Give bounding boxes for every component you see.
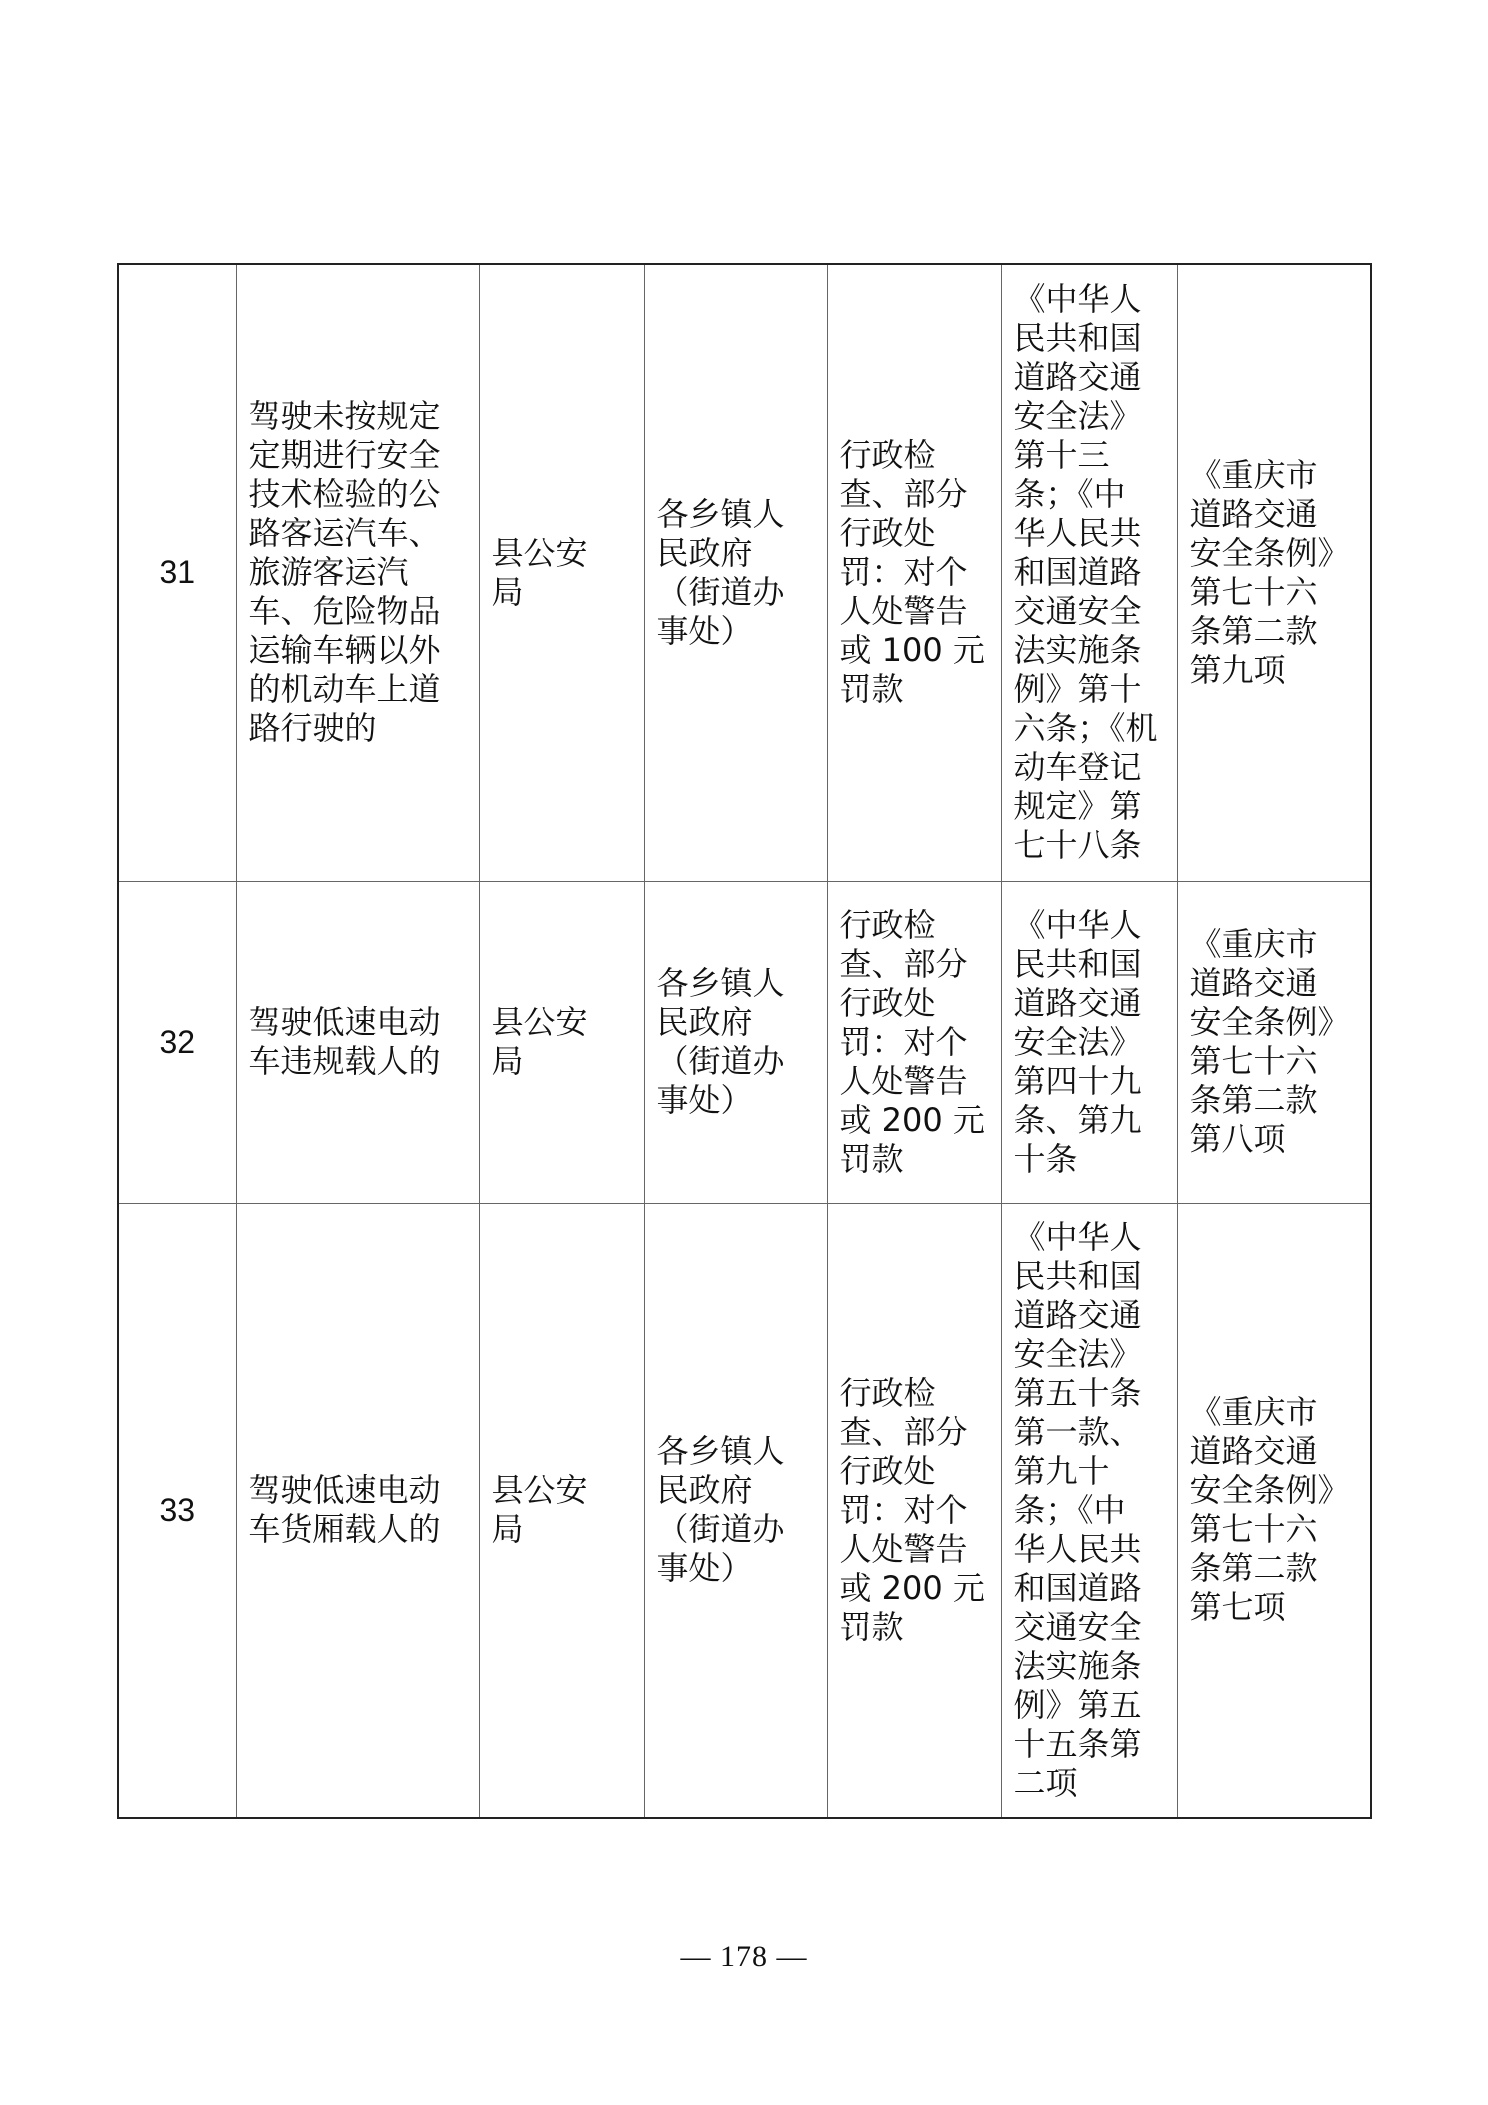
- row-number: 31: [118, 264, 236, 881]
- item-description-cell: 驾驶低速电动 车违规载人的: [236, 881, 479, 1203]
- item-description-cell: 驾驶未按规定 定期进行安全 技术检验的公 路客运汽车、 旅游客运汽 车、危险物品 运输车辆以外 的机动车上道 路行驶的: [236, 264, 479, 881]
- power-cell: 行政检 查、部分 行政处 罚：对个 人处警告 或 100 元 罚款: [827, 264, 1001, 881]
- local-regulation-cell: 《重庆市 道路交通 安全条例》 第七十六 条第二款 第八项: [1177, 881, 1371, 1203]
- power-cell: 行政检 查、部分 行政处 罚：对个 人处警告 或 200 元 罚款: [827, 1203, 1001, 1818]
- table-row: [118, 264, 1371, 881]
- executor-cell: 各乡镇人 民政府 （街道办 事处）: [644, 1203, 827, 1818]
- legal-basis-cell: 《中华人 民共和国 道路交通 安全法》 第五十条 第一款、 第九十 条；《中 华人民共 和国道路 交通安全 法实施条 例》第五 十五条第 二项: [1001, 1203, 1177, 1818]
- item-description-cell: 驾驶低速电动 车货厢载人的: [236, 1203, 479, 1818]
- row-number: 33: [118, 1203, 236, 1818]
- table-row: [118, 881, 1371, 1203]
- table-row: [118, 1203, 1371, 1818]
- enforcement-items-table: [117, 263, 1372, 1819]
- executor-cell: 各乡镇人 民政府 （街道办 事处）: [644, 881, 827, 1203]
- department-cell: 县公安 局: [479, 881, 644, 1203]
- executor-cell: 各乡镇人 民政府 （街道办 事处）: [644, 264, 827, 881]
- local-regulation-cell: 《重庆市 道路交通 安全条例》 第七十六 条第二款 第九项: [1177, 264, 1371, 881]
- department-cell: 县公安 局: [479, 1203, 644, 1818]
- legal-basis-cell: 《中华人 民共和国 道路交通 安全法》 第十三 条；《中 华人民共 和国道路 交通安全 法实施条 例》第十 六条；《机 动车登记 规定》第 七十八条: [1001, 264, 1177, 881]
- power-cell: 行政检 查、部分 行政处 罚：对个 人处警告 或 200 元 罚款: [827, 881, 1001, 1203]
- page-number: — 178 —: [680, 1940, 808, 1973]
- row-number: 32: [118, 881, 236, 1203]
- legal-basis-cell: 《中华人 民共和国 道路交通 安全法》 第四十九 条、第九 十条: [1001, 881, 1177, 1203]
- local-regulation-cell: 《重庆市 道路交通 安全条例》 第七十六 条第二款 第七项: [1177, 1203, 1371, 1818]
- department-cell: 县公安 局: [479, 264, 644, 881]
